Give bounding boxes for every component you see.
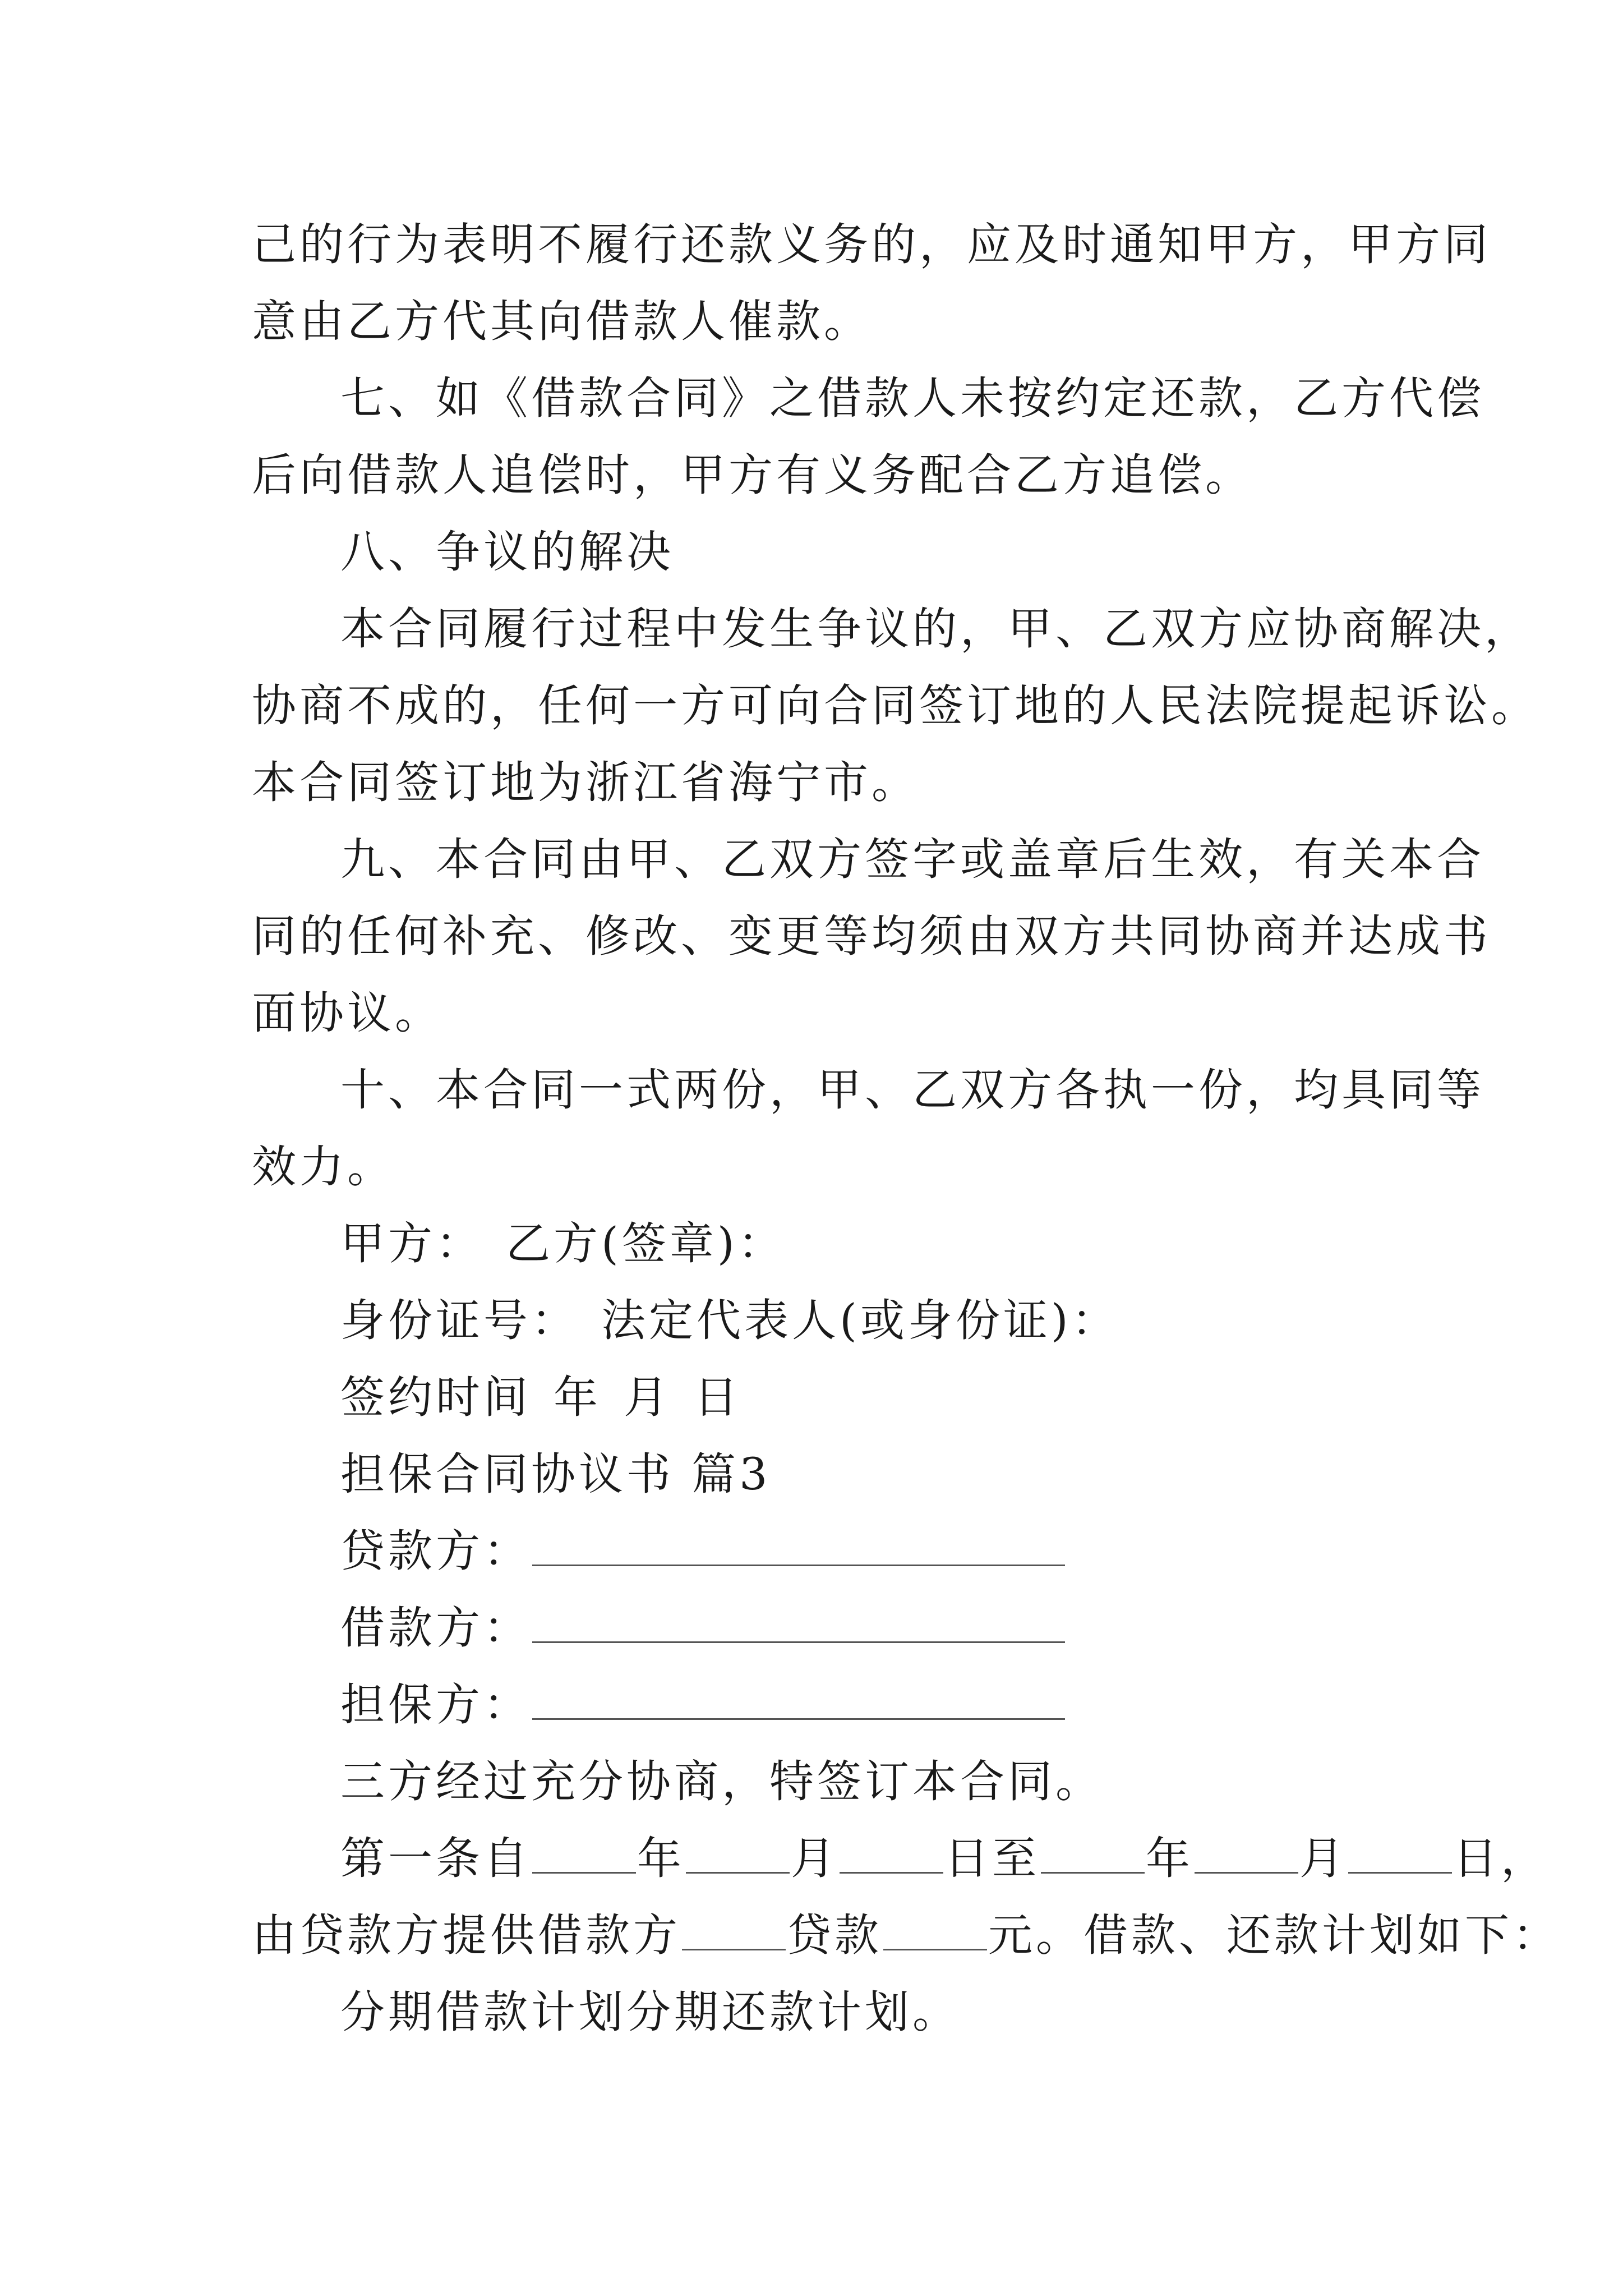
section-title: 担保合同协议书 篇3 — [340, 1448, 771, 1500]
signature-id-line — [252, 1282, 1399, 1359]
signature-parties-line — [252, 1205, 1399, 1282]
paragraph-line: 本合同签订地为浙江省海宁市。 — [252, 757, 919, 808]
borrower-blank — [532, 1602, 1065, 1643]
clause-seven: 七、如《借款合同》之借款人未按约定还款，乙方代偿 — [340, 372, 1484, 424]
start-day-blank — [840, 1833, 943, 1874]
day-end-label: 日， — [1453, 1833, 1548, 1884]
paragraph-line: 己的行为表明不履行还款义务的，应及时通知甲方，甲方同 — [252, 219, 1491, 270]
end-month-blank — [1195, 1833, 1298, 1874]
start-year-blank — [532, 1833, 636, 1874]
end-day-blank — [1348, 1833, 1452, 1874]
month-label: 月 — [1299, 1833, 1347, 1884]
document-body — [252, 206, 1560, 2051]
paragraph-line: 意由乙方代其向借款人催款。 — [252, 296, 872, 347]
id-number-label: 身份证号： — [340, 1295, 579, 1346]
paragraph-line: 同的任何补充、修改、变更等均须由双方共同协商并达成书 — [252, 910, 1491, 962]
loan-label: 贷款 — [787, 1910, 882, 1961]
signing-time-label: 签约时间 — [340, 1372, 531, 1423]
year-label: 年 — [637, 1833, 685, 1884]
clause-eight-heading: 八、争议的解决 — [340, 526, 674, 578]
amount-blank — [883, 1910, 987, 1950]
lender-label: 贷款方： — [340, 1525, 531, 1577]
start-month-blank — [686, 1833, 790, 1874]
guarantor-label: 担保方： — [340, 1679, 531, 1731]
legal-rep-label: 法定代表人(或身份证)： — [601, 1295, 1119, 1346]
year-label: 年 — [1146, 1833, 1193, 1884]
lender-line — [252, 1513, 1399, 1590]
year-label: 年 — [554, 1372, 601, 1423]
clause-nine: 九、本合同由甲、乙双方签字或盖章后生效，有关本合 — [340, 834, 1484, 885]
borrower-label: 借款方： — [340, 1602, 531, 1654]
day-to-label: 日至 — [944, 1833, 1040, 1884]
guarantor-line — [252, 1667, 1399, 1743]
agreement-line: 三方经过充分协商，特签订本合同。 — [340, 1756, 1103, 1807]
day-label: 日 — [694, 1372, 741, 1423]
month-label: 月 — [624, 1372, 671, 1423]
clause-ten: 十、本合同一式两份，甲、乙双方各执一份，均具同等 — [340, 1064, 1484, 1116]
loan-provider-text: 由贷款方提供借款方 — [252, 1910, 681, 1961]
party-a-label: 甲方： — [340, 1218, 483, 1269]
paragraph-line: 协商不成的，任何一方可向合同签订地的人民法院提起诉讼。 — [252, 680, 1539, 731]
paragraph-line: 后向借款人追偿时，甲方有义务配合乙方追偿。 — [252, 449, 1253, 501]
signing-time-line — [252, 1359, 1399, 1436]
yuan-label: 元。借款、还款计划如下： — [988, 1910, 1560, 1961]
paragraph-line: 本合同履行过程中发生争议的，甲、乙双方应协商解决， — [340, 603, 1532, 655]
last-line: 分期借款计划分期还款计划。 — [340, 1986, 960, 2038]
month-label: 月 — [791, 1833, 838, 1884]
borrower-line — [252, 1590, 1399, 1667]
paragraph-line: 面协议。 — [252, 987, 442, 1039]
guarantor-blank — [532, 1679, 1065, 1720]
party-b-label: 乙方(签章)： — [506, 1218, 786, 1269]
borrower-name-blank — [682, 1910, 786, 1950]
article-one-prefix: 第一条自 — [340, 1833, 531, 1884]
end-year-blank — [1041, 1833, 1145, 1874]
paragraph-line: 效力。 — [252, 1141, 395, 1193]
article-one-line — [252, 1820, 1548, 1897]
lender-blank — [532, 1525, 1065, 1566]
article-one-line-2 — [252, 1897, 1560, 1974]
